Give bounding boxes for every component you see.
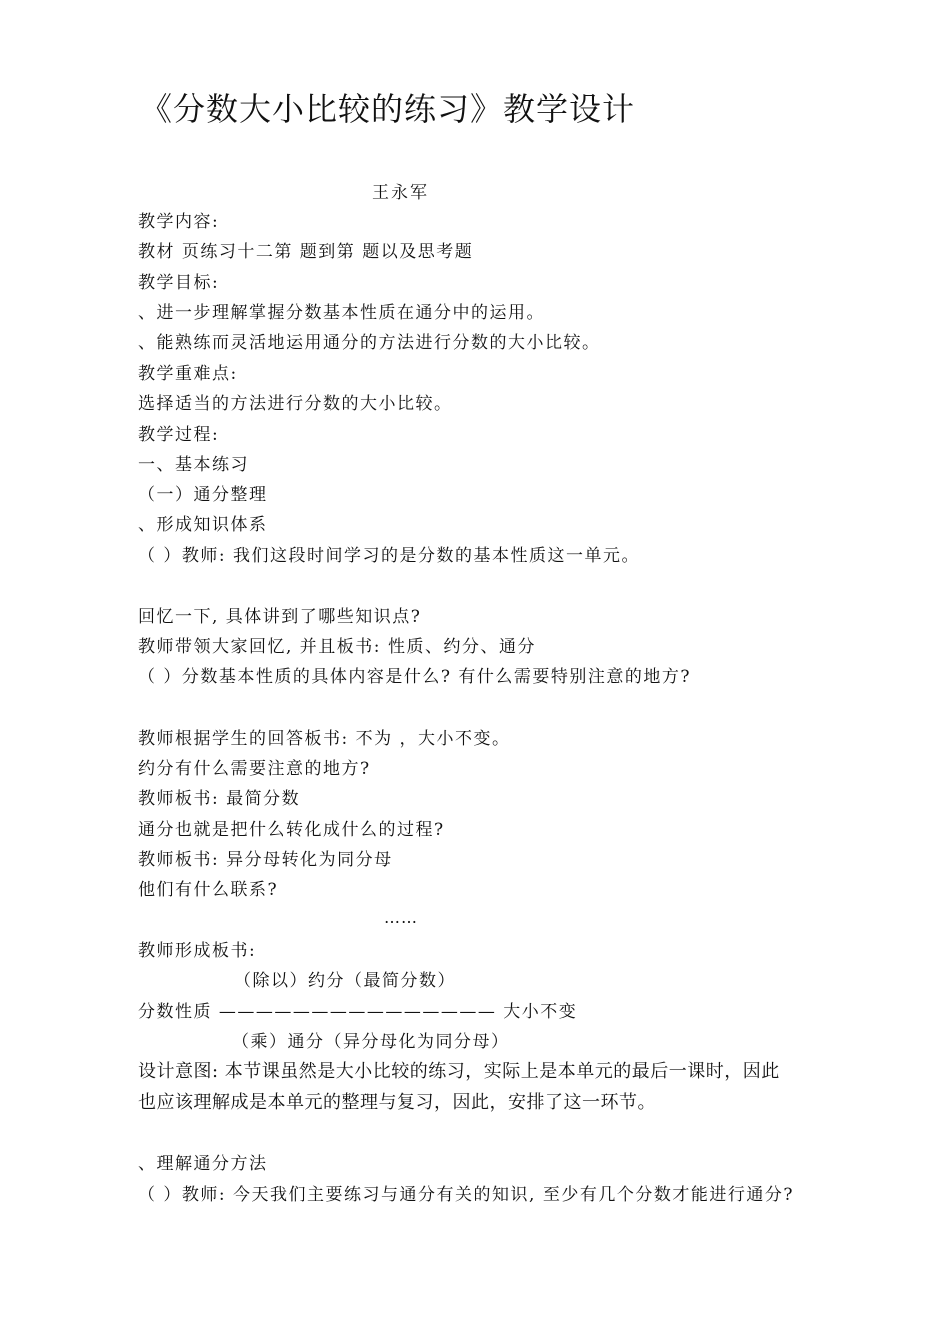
board-middle-line: 分数性质 ——————————————— 大小不变 bbox=[138, 1002, 578, 1022]
text-line: 教师根据学生的回答板书: 不为 ，大小不变。 bbox=[138, 729, 511, 749]
text-line: 教师带领大家回忆, 并且板书: 性质、约分、通分 bbox=[138, 637, 536, 657]
text-line: 教师板书: 异分母转化为同分母 bbox=[138, 850, 393, 870]
text-line: 教材 页练习十二第 题到第 题以及思考题 bbox=[138, 242, 474, 262]
text-line: 通分也就是把什么转化成什么的过程? bbox=[138, 820, 445, 840]
text-line: （ ）教师: 我们这段时间学习的是分数的基本性质这一单元。 bbox=[138, 546, 641, 566]
text-line: 他们有什么联系? bbox=[138, 880, 279, 900]
board-top-line: （除以）约分（最简分数） bbox=[234, 971, 456, 991]
author-name: 王永军 bbox=[372, 183, 429, 203]
design-intent-line: 设计意图: 本节课虽然是大小比较的练习，实际上是本单元的最后一课时，因此 bbox=[138, 1061, 780, 1082]
text-line: 选择适当的方法进行分数的大小比较。 bbox=[138, 394, 453, 414]
text-line: 、能熟练而灵活地运用通分的方法进行分数的大小比较。 bbox=[138, 333, 601, 353]
document-title: 《分数大小比较的练习》教学设计 bbox=[140, 90, 636, 128]
text-line: 、进一步理解掌握分数基本性质在通分中的运用。 bbox=[138, 303, 545, 323]
text-line: （一）通分整理 bbox=[138, 485, 268, 505]
text-line: 教学过程: bbox=[138, 425, 220, 445]
text-line: 、形成知识体系 bbox=[138, 515, 268, 535]
section-heading: 、理解通分方法 bbox=[138, 1154, 268, 1174]
text-line: （ ）分数基本性质的具体内容是什么? 有什么需要特别注意的地方? bbox=[138, 667, 692, 687]
design-intent-line: 也应该理解成是本单元的整理与复习，因此，安排了这一环节。 bbox=[138, 1092, 656, 1113]
text-line: （ ）教师: 今天我们主要练习与通分有关的知识, 至少有几个分数才能进行通分? bbox=[138, 1185, 794, 1205]
text-line: 一、基本练习 bbox=[138, 455, 249, 475]
text-line: 教学目标: bbox=[138, 273, 220, 293]
board-bottom-line: （乘）通分（异分母化为同分母） bbox=[232, 1032, 510, 1052]
text-line: 教师形成板书: bbox=[138, 941, 257, 961]
text-line: 教学内容: bbox=[138, 212, 220, 232]
text-line: 回忆一下, 具体讲到了哪些知识点? bbox=[138, 607, 422, 627]
text-line: 教师板书: 最简分数 bbox=[138, 789, 301, 809]
ellipsis: …… bbox=[384, 908, 418, 927]
text-line: 教学重难点: bbox=[138, 364, 238, 384]
text-line: 约分有什么需要注意的地方? bbox=[138, 759, 371, 779]
